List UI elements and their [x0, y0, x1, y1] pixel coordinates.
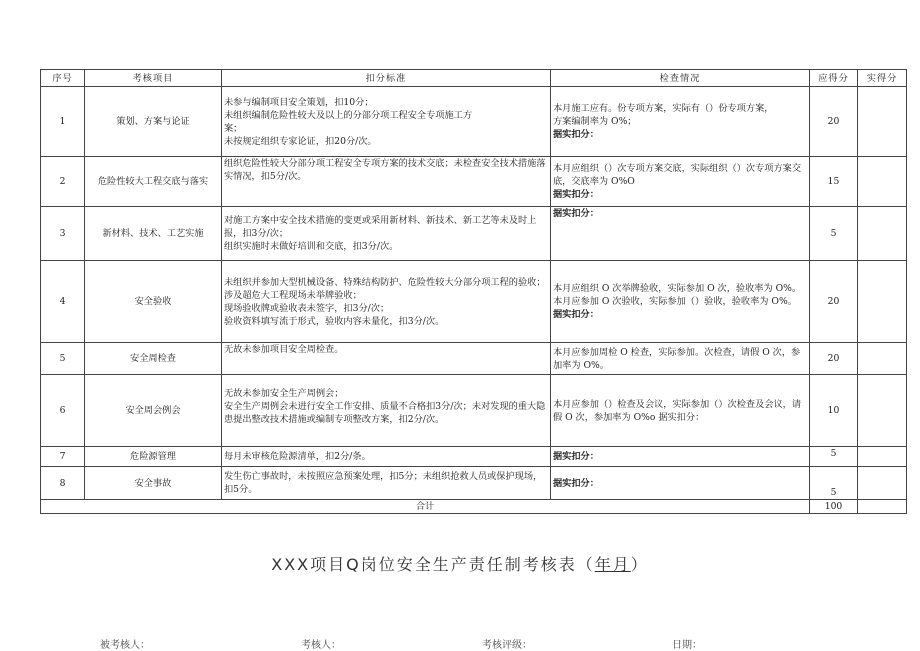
criteria-line: 涉及超危大工程现场未举牌验收；: [224, 289, 362, 301]
due-score: 20: [810, 261, 858, 343]
table-row: [41, 467, 907, 500]
check-status: [551, 375, 810, 447]
deduction-criteria: [222, 157, 551, 207]
due-score: 20: [810, 343, 858, 375]
header-due-score: 应得分: [810, 70, 858, 87]
check-line: 据实扣分：: [553, 129, 599, 140]
header-row: [41, 70, 907, 87]
header-no: 序号: [41, 70, 85, 87]
total-actual-cell[interactable]: [858, 500, 907, 514]
criteria-line: 未按规定组织专家论证，扣20分/次。: [224, 135, 377, 147]
due-score: 10: [810, 375, 858, 447]
criteria-line: 发生伤亡事故时，未按照应急预案处理，扣5分；未组织抢救人员或保护现场，扣5分。: [224, 471, 543, 495]
criteria-line: 验收资料填写流于形式，验收内容未量化，扣3分/次。: [224, 315, 445, 327]
table-row: [41, 343, 907, 375]
deduction-criteria: [222, 467, 551, 500]
criteria-line: 组织实施时未做好培训和交底，扣3分/次。: [224, 241, 399, 252]
due-score: 5: [810, 447, 858, 467]
rating-label: 考核评级：: [482, 640, 532, 651]
header-item: 考核项目: [85, 70, 222, 87]
check-line: 本月应组织（）次专项方案交底，实际组织（）次专项方案交底，交底率为 O%O: [553, 163, 802, 187]
check-status: [551, 447, 810, 467]
table-row: [41, 157, 907, 207]
assessment-item: 安全周检查: [85, 343, 222, 375]
row-number: 5: [41, 343, 85, 375]
total-row: [41, 500, 907, 514]
check-line: 本月应参加 O 次验收，实际参加（）验收，验收率为 O%。: [553, 296, 797, 307]
examiner-label: 考核人：: [301, 640, 341, 651]
assessment-item: 策划、方案与论证: [85, 87, 222, 157]
row-number: 1: [41, 87, 85, 157]
deduction-criteria: [222, 343, 551, 375]
total-label: 合计: [41, 500, 810, 514]
criteria-line: 未组织编制危险性较大及以上的分部分项工程安全专项施工方: [224, 109, 473, 121]
criteria-line: 现场验收牌或验收表未签字，扣3分/次；: [224, 302, 390, 314]
actual-score-cell[interactable]: [858, 375, 907, 447]
row-number: 7: [41, 447, 85, 467]
criteria-line: 对施工方案中安全技术措施的变更或采用新材料、新技术、新工艺等未及时上报，扣3分/次；: [224, 215, 537, 239]
check-line: 据实扣分：: [553, 309, 599, 320]
criteria-line: 案；: [224, 122, 243, 134]
row-number: 4: [41, 261, 85, 343]
criteria-line: 无故未参加项目安全周检查。: [224, 344, 344, 355]
title-period: 年月: [594, 555, 631, 574]
header-criteria: 扣分标准: [222, 70, 551, 87]
due-score: 15: [810, 157, 858, 207]
check-line: 本月应参加周检 O 检查，实际参加。次检查，请假 O 次，参加率为 O%。: [553, 346, 801, 371]
check-line: 方案编制率为 O%；: [553, 116, 637, 127]
criteria-line: 组织危险性较大分部分项工程安全专项方案的技术交底；未检查安全技术措施落实情况，扣5分/次。: [224, 158, 546, 182]
deduction-criteria: [222, 447, 551, 467]
total-score: 100: [810, 500, 858, 514]
criteria-line: 每月未审核危险源清单，扣2分/条。: [224, 451, 371, 462]
actual-score-cell[interactable]: [858, 447, 907, 467]
check-line: 本月应组织 O 次举牌验收，实际参加 O 次，验收率为 O%。: [553, 283, 802, 294]
header-actual-score: 实得分: [858, 70, 907, 87]
assessment-item: 新材料、技术、工艺实施: [85, 207, 222, 261]
date-label: 日期：: [672, 640, 702, 651]
deduction-criteria: [222, 87, 551, 157]
due-score: 5: [810, 207, 858, 261]
actual-score-cell[interactable]: [858, 467, 907, 500]
page-title: [0, 552, 920, 575]
check-line: 据实扣分：: [553, 477, 599, 489]
criteria-line: 安全生产周例会未进行安全工作安排、质量不合格扣3分/次；未对发现的重大隐患提出整改技术措施或编制专项整改方案，扣2分/次。: [224, 401, 546, 425]
check-status: [551, 207, 810, 261]
table-row: [41, 207, 907, 261]
examinee-label: 被考核人：: [100, 640, 150, 651]
check-status: [551, 467, 810, 500]
assessment-item: 安全事故: [85, 467, 222, 500]
due-score: 20: [810, 87, 858, 157]
title-main: XXX项目Q岗位安全生产责任制考核表（: [271, 555, 595, 574]
actual-score-cell[interactable]: [858, 343, 907, 375]
deduction-criteria: [222, 207, 551, 261]
assessment-item: 安全周会例会: [85, 375, 222, 447]
row-number: 3: [41, 207, 85, 261]
actual-score-cell[interactable]: [858, 87, 907, 157]
row-number: 6: [41, 375, 85, 447]
criteria-line: 未组织并参加大型机械设备、特殊结构防护、危险性较大分部分项工程的验收；: [224, 276, 546, 288]
row-number: 2: [41, 157, 85, 207]
assessment-table: [40, 69, 907, 514]
table-row: [41, 375, 907, 447]
check-line: 据实扣分：: [553, 451, 599, 462]
row-number: 8: [41, 467, 85, 500]
criteria-line: 未参与编制项目安全策划，扣10分；: [224, 96, 374, 108]
title-end: ）: [630, 555, 649, 574]
deduction-criteria: [222, 261, 551, 343]
check-line: 本月应参加（）检查及会议，实际参加（）次检查及会议，请假 O 次，参加率为 O%o 据实扣分：: [553, 398, 802, 423]
table-row: [41, 87, 907, 157]
actual-score-cell[interactable]: [858, 261, 907, 343]
assessment-item: 危险源管理: [85, 447, 222, 467]
check-status: [551, 343, 810, 375]
table-row: [41, 261, 907, 343]
table-row: [41, 447, 907, 467]
check-line: 本月施工应有。份专项方案，实际有（）份专项方案，: [553, 103, 774, 114]
due-score: 5: [810, 467, 858, 500]
check-status: [551, 87, 810, 157]
assessment-item: 安全验收: [85, 261, 222, 343]
criteria-line: 无故未参加安全生产周例会；: [224, 388, 344, 399]
header-check: 检查情况: [551, 70, 810, 87]
check-status: [551, 157, 810, 207]
check-line: 据实扣分：: [553, 208, 599, 219]
deduction-criteria: [222, 375, 551, 447]
actual-score-cell[interactable]: [858, 157, 907, 207]
check-line: 据实扣分：: [553, 189, 599, 200]
actual-score-cell[interactable]: [858, 207, 907, 261]
assessment-item: 危险性较大工程交底与落实: [85, 157, 222, 207]
check-status: [551, 261, 810, 343]
